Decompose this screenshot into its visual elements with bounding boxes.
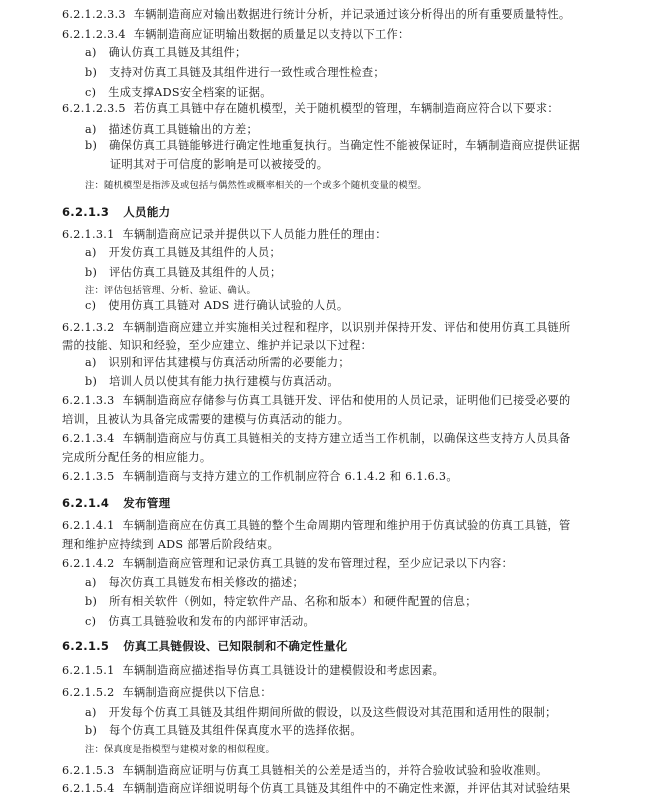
line-text: 车辆制造商应对输出数据进行统计分析，并记录通过该分析得出的所有重要质量特性。	[133, 8, 571, 21]
paragraph-line	[62, 686, 272, 700]
list-item	[85, 246, 281, 260]
paragraph-line	[62, 557, 513, 571]
line-text: 确保仿真工具链能够进行确定性地重复执行。当确定性不能被保证时，车辆制造商应提供证据	[109, 139, 581, 152]
line-text: 车辆制造商应记录并提供以下人员能力胜任的理由：	[122, 228, 387, 241]
line-text: 每个仿真工具链及其组件保真度水平的选择依据。	[109, 724, 362, 737]
list-item	[85, 724, 362, 738]
clause-number: 6.2.1.3.5	[62, 470, 115, 483]
clause-number: 6.2.1.2.3.3	[62, 8, 126, 21]
list-marker: c)	[85, 615, 97, 628]
section-heading	[62, 639, 347, 653]
list-item	[85, 615, 315, 629]
line-text: 车辆制造商应管理和记录仿真工具链的发布管理过程，至少应记录以下内容：	[122, 557, 514, 570]
list-item	[85, 46, 247, 60]
section-heading	[62, 496, 170, 510]
clause-number: 6.2.1.5	[62, 639, 110, 653]
clause-number: 6.2.1.3.2	[62, 321, 115, 334]
clause-number: 6.2.1.5.3	[62, 764, 115, 777]
line-text: 确认仿真工具链及其组件；	[108, 46, 247, 59]
line-text: 车辆制造商与支持方建立的工作机制应符合 6.1.4.2 和 6.1.6.3。	[122, 470, 458, 483]
line-text: 培训人员以使其有能力执行建模与仿真活动。	[109, 375, 339, 388]
line-text: 注：评估包括管理、分析、验证、确认。	[85, 285, 256, 296]
list-marker: b)	[85, 139, 98, 152]
line-text: 使用仿真工具链对 ADS 进行确认试验的人员。	[108, 299, 349, 312]
clause-number: 6.2.1.5.1	[62, 664, 115, 677]
clause-number: 6.2.1.2.3.5	[62, 102, 126, 115]
line-text: 完成所分配任务的相应能力。	[62, 451, 212, 464]
paragraph-line	[62, 782, 571, 796]
line-text: 若仿真工具链中存在随机模型，关于随机模型的管理，车辆制造商应符合以下要求：	[133, 102, 559, 115]
list-item	[85, 123, 258, 137]
list-item	[85, 706, 557, 720]
line-text: 需的技能、知识和经验，至少应建立、维护并记录以下过程：	[62, 339, 373, 352]
list-item	[85, 86, 272, 100]
line-text: 仿真工具链验收和发布的内部评审活动。	[108, 615, 316, 628]
list-marker: a)	[85, 46, 97, 59]
line-text: 车辆制造商应建立并实施相关过程和程序，以识别并保持开发、评估和使用仿真工具链所	[122, 321, 571, 334]
clause-number: 6.2.1.5.2	[62, 686, 115, 699]
list-item	[85, 266, 281, 280]
list-marker: a)	[85, 123, 97, 136]
list-marker: b)	[85, 595, 98, 608]
list-item	[85, 139, 580, 153]
line-text: 评估仿真工具链及其组件的人员；	[109, 266, 282, 279]
line-text: 生成支撑ADS安全档案的证据。	[108, 86, 272, 99]
section-heading	[62, 205, 170, 219]
paragraph-line	[62, 413, 349, 427]
paragraph-line	[62, 28, 410, 42]
list-marker: b)	[85, 266, 98, 279]
note-line	[85, 743, 275, 757]
note-line	[85, 179, 427, 193]
paragraph-line	[62, 451, 211, 465]
clause-number: 6.2.1.4.2	[62, 557, 115, 570]
paragraph-line	[62, 519, 571, 533]
line-text: 识别和评估其建模与仿真活动所需的必要能力；	[108, 356, 350, 369]
list-item	[85, 595, 477, 609]
line-text: 每次仿真工具链发布相关修改的描述；	[108, 576, 304, 589]
list-item	[85, 375, 339, 389]
paragraph-line	[62, 764, 548, 778]
line-text: 发布管理	[123, 496, 171, 510]
line-text: 所有相关软件（例如，特定软件产品、名称和版本）和硬件配置的信息；	[109, 595, 477, 608]
line-text: 车辆制造商应描述指导仿真工具链设计的建模假设和考虑因素。	[122, 664, 445, 677]
line-text: 开发每个仿真工具链及其组件期间所做的假设，以及这些假设对其范围和适用性的限制；	[108, 706, 557, 719]
line-text: 人员能力	[123, 205, 171, 219]
line-text: 车辆制造商应提供以下信息：	[122, 686, 272, 699]
note-line	[85, 284, 256, 298]
paragraph-line	[110, 158, 328, 172]
paragraph-line	[62, 8, 570, 22]
line-text: 车辆制造商应详细说明每个仿真工具链及其组件中的不确定性来源，并评估其对试验结果	[122, 782, 571, 795]
list-item	[85, 299, 348, 313]
paragraph-line	[62, 321, 571, 335]
paragraph-line	[62, 339, 372, 353]
line-text: 车辆制造商应在仿真工具链的整个生命周期内管理和维护用于仿真试验的仿真工具链，管	[122, 519, 571, 532]
list-marker: a)	[85, 246, 97, 259]
line-text: 证明其对于可信度的影响是可以被接受的。	[110, 158, 329, 171]
line-text: 注：随机模型是指涉及或包括与偶然性或概率相关的一个或多个随机变量的模型。	[85, 180, 427, 191]
paragraph-line	[62, 102, 559, 116]
line-text: 车辆制造商应与仿真工具链相关的支持方建立适当工作机制，以确保这些支持方人员具备	[122, 432, 571, 445]
list-item	[85, 576, 304, 590]
clause-number: 6.2.1.5.4	[62, 782, 115, 795]
paragraph-line	[62, 664, 444, 678]
line-text: 注：保真度是指模型与建模对象的相似程度。	[85, 744, 275, 755]
clause-number: 6.2.1.3.1	[62, 228, 115, 241]
paragraph-line	[62, 228, 387, 242]
clause-number: 6.2.1.3.4	[62, 432, 115, 445]
list-item	[85, 356, 350, 370]
paragraph-line	[62, 538, 279, 552]
list-marker: a)	[85, 576, 97, 589]
list-marker: c)	[85, 299, 97, 312]
line-text: 描述仿真工具链输出的方差；	[108, 123, 258, 136]
line-text: 理和维护应持续到 ADS 部署后阶段结束。	[62, 538, 280, 551]
line-text: 开发仿真工具链及其组件的人员；	[108, 246, 281, 259]
line-text: 支持对仿真工具链及其组件进行一致性或合理性检查；	[109, 66, 385, 79]
clause-number: 6.2.1.4.1	[62, 519, 115, 532]
paragraph-line	[62, 432, 571, 446]
clause-number: 6.2.1.4	[62, 496, 110, 510]
list-marker: a)	[85, 706, 97, 719]
line-text: 车辆制造商应证明与仿真工具链相关的公差是适当的，并符合验收试验和验收准则。	[122, 764, 548, 777]
list-marker: b)	[85, 66, 98, 79]
list-marker: b)	[85, 375, 98, 388]
list-marker: c)	[85, 86, 97, 99]
paragraph-line	[62, 394, 571, 408]
line-text: 车辆制造商应证明输出数据的质量足以支持以下工作：	[133, 28, 410, 41]
clause-number: 6.2.1.3	[62, 205, 110, 219]
list-item	[85, 66, 385, 80]
line-text: 培训，且被认为具备完成需要的建模与仿真活动的能力。	[62, 413, 350, 426]
line-text: 车辆制造商应存储参与仿真工具链开发、评估和使用的人员记录，证明他们已接受必要的	[122, 394, 571, 407]
clause-number: 6.2.1.2.3.4	[62, 28, 126, 41]
list-marker: b)	[85, 724, 98, 737]
paragraph-line	[62, 470, 458, 484]
clause-number: 6.2.1.3.3	[62, 394, 115, 407]
list-marker: a)	[85, 356, 97, 369]
line-text: 仿真工具链假设、已知限制和不确定性量化	[123, 639, 348, 653]
